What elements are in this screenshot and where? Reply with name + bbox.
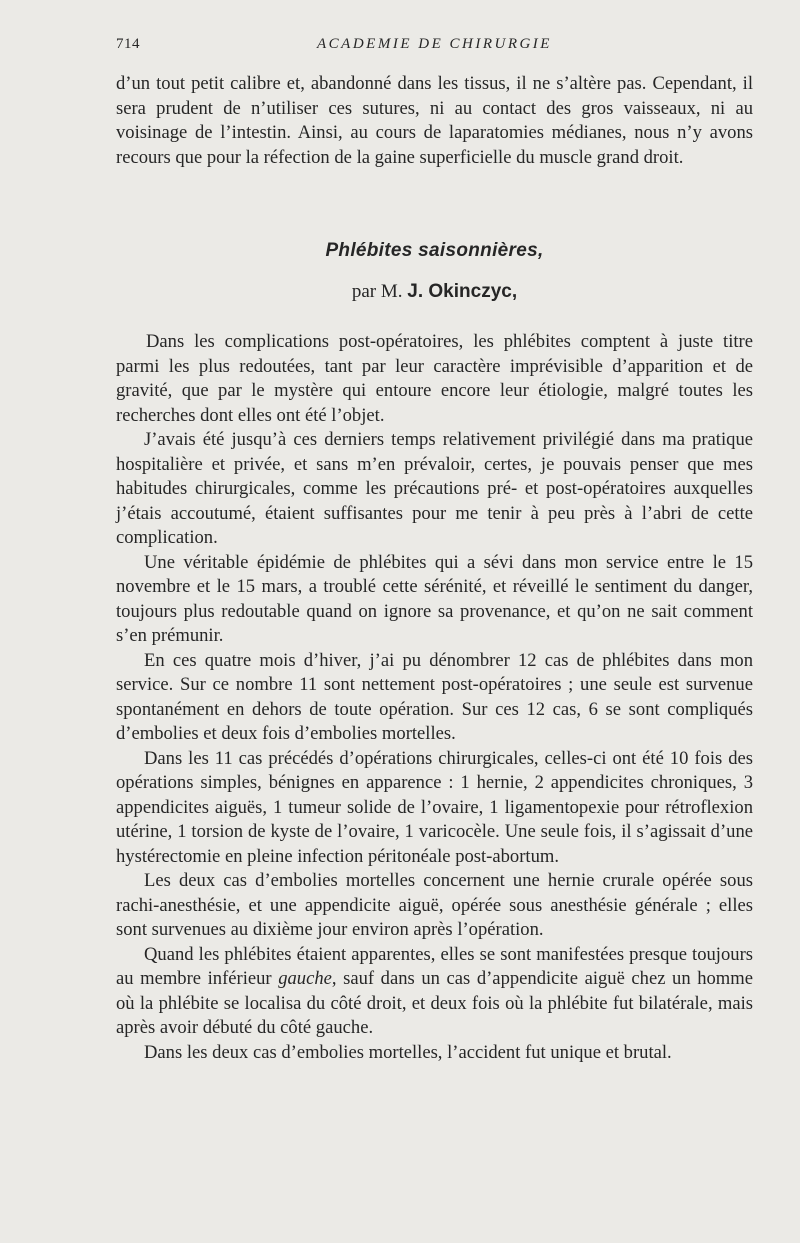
running-header xyxy=(116,36,753,58)
article-title: Phlébites saisonnières, xyxy=(325,240,544,261)
text-run: Quand les phlébites étaient apparentes, elles se sont manifestées presque toujours au membre inférieur xyxy=(116,943,753,989)
article-paragraph: Les deux cas d’embolies mortelles concernent une hernie crurale opérée sous rachi-anesthésie, et une appendicite aiguë, opérée sous anesthésie générale ; elles sont survenues au dixième jour environ après l’opération. xyxy=(116,870,753,940)
article-body xyxy=(116,330,753,1065)
text-run: , sauf dans un cas d’appendicite aiguë chez un homme où la phlébite se localisa du côté droit, et deux fois où la phlébite fut bilatérale, mais après avoir débuté du côté gauche. xyxy=(116,968,753,1038)
article-paragraph: En ces quatre mois d’hiver, j’ai pu dénombrer 12 cas de phlébites dans mon service. Sur ce nombre 11 sont nettement post-opératoires ; une seule est survenue spontanément en dehors de toute opération. Sur ces 12 cas, 6 se sont compliqués d’embolies et deux fois d’embolies mortelles. xyxy=(116,649,753,744)
article-paragraph-last: Dans les deux cas d’embolies mortelles, l’accident fut unique et brutal. xyxy=(144,1041,672,1063)
journal-title: ACADEMIE DE CHIRURGIE xyxy=(317,36,552,52)
article-paragraph: Dans les complications post-opératoires, les phlébites comptent à juste titre parmi les plus redoutées, tant par leur caractère imprévisible d’apparition et de gravité, que par le mystère qui entoure encore leur étiologie, malgré toutes les recherches dont elles ont été l’objet. xyxy=(116,331,753,426)
page-number: 714 xyxy=(116,36,140,52)
emphasized-word: gauche xyxy=(278,968,332,989)
article-paragraph: Dans les 11 cas précédés d’opérations chirurgicales, celles-ci ont été 10 fois des opérations simples, bénignes en apparence : 1 hernie, 2 appendicites chroniques, 3 appendicites aiguës, 1 tumeur solide de l’ovaire, 1 ligamentopexie pour rétroflexion utérine, 1 torsion de kyste de l’ovaire, 1 varicocèle. Une seule fois, il s’agissait d’une hystérectomie en pleine infection péritonéale post-abortum. xyxy=(116,747,753,867)
byline-prefix: par M. xyxy=(351,281,403,302)
article-paragraph-gauche xyxy=(116,943,753,1041)
article-paragraph: J’avais été jusqu’à ces derniers temps relativement privilégié dans ma pratique hospitalière et privée, et sans m’en prévaloir, certes, je pouvais penser que mes habitudes chirurgicales, comme les précautions pré- et post-opératoires auxquelles j’étais accoutumé, étaient suffisantes pour me tenir à peu près à l’abri de cette complication. xyxy=(116,429,753,548)
article-byline xyxy=(116,281,753,303)
byline-author: J. Okinczyc, xyxy=(407,281,518,302)
intro-paragraph: d’un tout petit calibre et, abandonné dans les tissus, il ne s’altère pas. Cependant, il sera prudent de n’utiliser ces sutures, ni au contact des gros vaisseaux, ni au voisinage de l’intestin. Ainsi, au cours de laparatomies médianes, nous n’y avons recours que pour la réfection de la gaine superficielle du muscle grand droit. xyxy=(116,73,753,168)
article-paragraph: Une véritable épidémie de phlébites qui a sévi dans mon service entre le 15 novembre et le 15 mars, a troublé cette sérénité, et réveillé le sentiment du danger, toujours plus redoutable quand on ignore sa provenance, et qu’on ne sait comment s’en prémunir. xyxy=(116,551,753,646)
intro-section xyxy=(116,72,753,170)
